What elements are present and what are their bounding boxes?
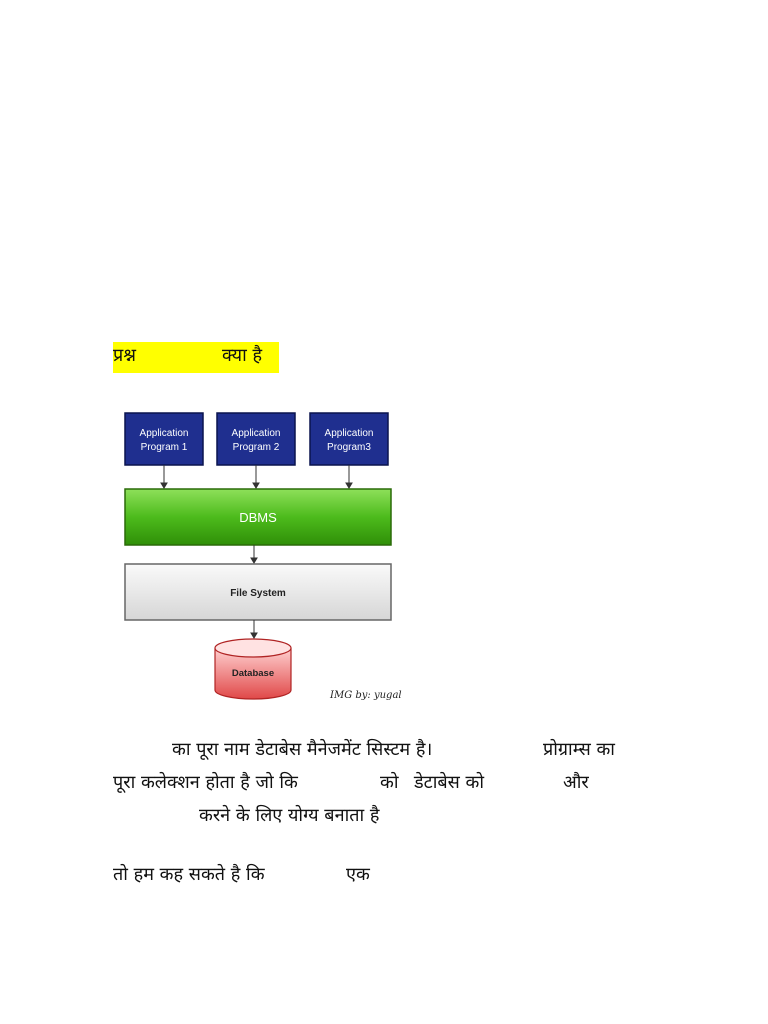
app-program-3-box [310, 413, 388, 465]
database-label: Database [231, 668, 275, 679]
conclusion-part-b: एक [346, 864, 370, 885]
app-to-dbms-arrows [161, 465, 352, 488]
app-program-2-line1: Application [231, 428, 281, 439]
para-line3-a: करने के लिए योग्य बनाता है [199, 805, 380, 826]
app-program-1-line2: Program 1 [140, 442, 188, 453]
file-to-database-arrow [251, 620, 257, 638]
conclusion-part-a: तो हम कह सकते है कि [113, 864, 265, 885]
question-word: प्रश्न [113, 345, 136, 366]
app-program-3-line1: Application [324, 428, 374, 439]
database-cylinder [215, 639, 291, 699]
image-credit: IMG by: yugal [330, 690, 402, 701]
file-system-box [125, 564, 391, 620]
para-line2-d: और [563, 772, 589, 793]
para-line1-a: का पूरा नाम डेटाबेस मैनेजमेंट सिस्टम है। [172, 739, 433, 760]
dbms-to-file-arrow [251, 545, 257, 563]
question-kya-hai: क्या है [222, 345, 263, 366]
file-system-label: File System [230, 588, 286, 599]
app-program-2-line2: Program 2 [232, 442, 280, 453]
app-program-1-line1: Application [139, 428, 189, 439]
app-program-2-box [217, 413, 295, 465]
para-line1-b: प्रोग्राम्स का [543, 739, 615, 760]
para-line2-b: को [380, 772, 399, 793]
para-line2-c: डेटाबेस को [414, 772, 485, 793]
app-program-3-line2: Program3 [327, 442, 371, 453]
app-program-1-box [125, 413, 203, 465]
para-line2-a: पूरा कलेक्शन होता है जो कि [113, 772, 298, 793]
dbms-box [125, 489, 391, 545]
dbms-architecture-diagram [120, 405, 410, 710]
dbms-label: DBMS [239, 510, 277, 525]
